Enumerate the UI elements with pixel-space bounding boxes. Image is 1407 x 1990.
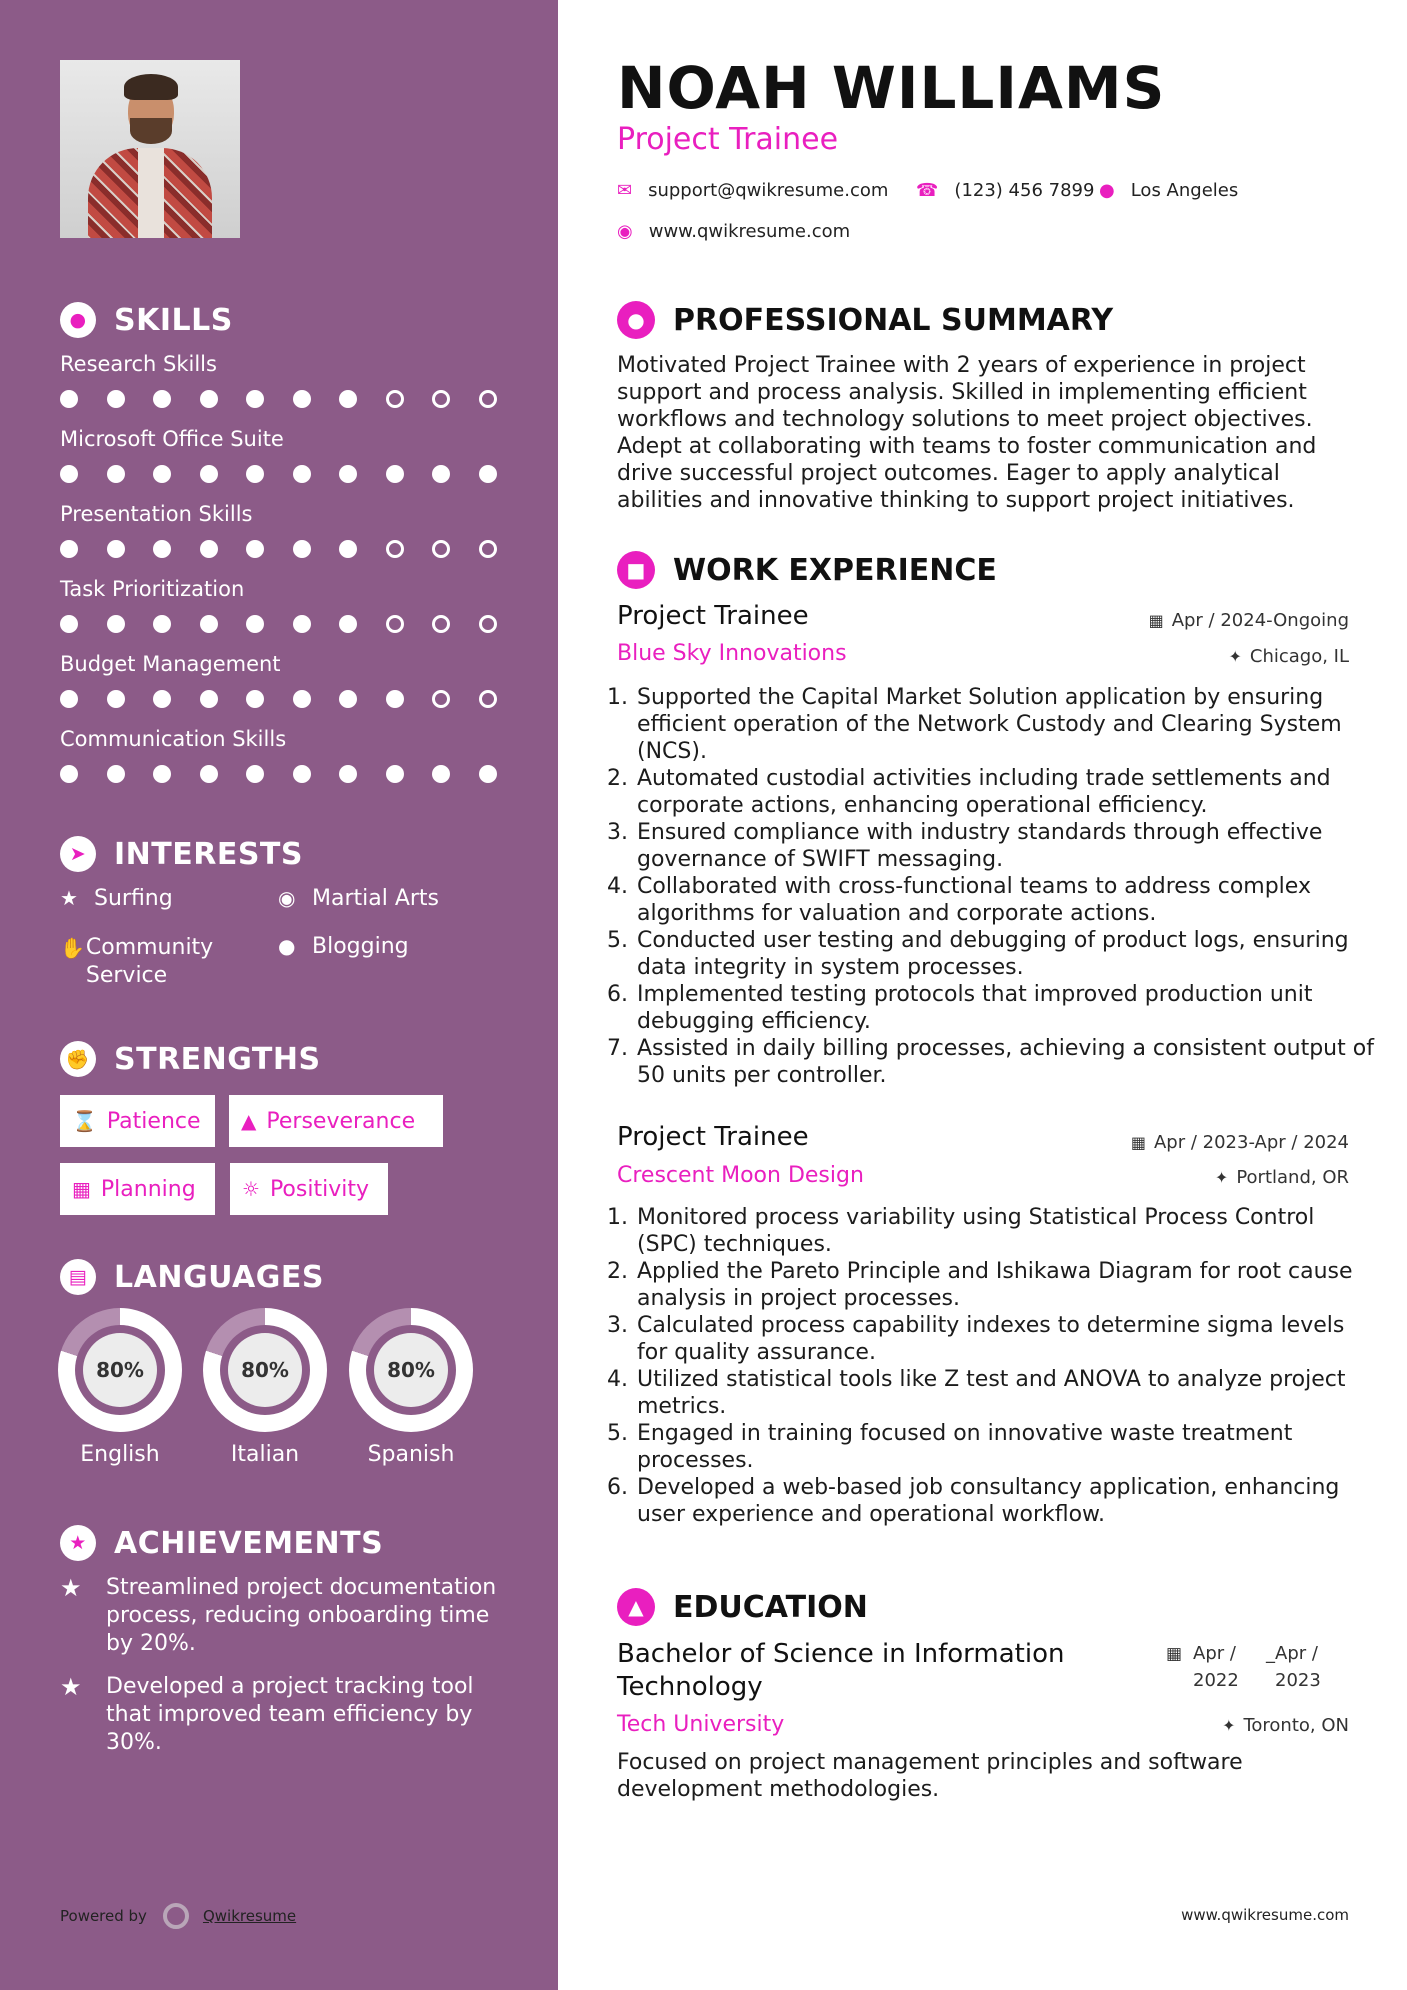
hand-icon: ✋ <box>60 936 85 960</box>
skill-dot-filled <box>293 765 311 783</box>
calendar-icon: ▦ <box>1148 611 1164 630</box>
language-name: English <box>80 1442 160 1467</box>
graduation-icon: ▲ <box>617 1588 655 1626</box>
language-progress-ring <box>58 1308 182 1432</box>
skill-dot-filled <box>246 765 264 783</box>
skill-dot-filled <box>339 390 357 408</box>
skill-dot-filled <box>386 690 404 708</box>
skill-dot-filled <box>386 765 404 783</box>
calendar-icon: ▦ <box>72 1177 91 1201</box>
interest-item: ★ Surfing <box>60 886 173 911</box>
skill-dot-filled <box>153 390 171 408</box>
skill-rating <box>60 390 525 408</box>
skill-dot-filled <box>60 615 78 633</box>
skill-dot-filled <box>200 690 218 708</box>
language-name: Italian <box>230 1442 300 1467</box>
skill-dot-filled <box>432 465 450 483</box>
paper-plane-icon: ➤ <box>60 836 96 872</box>
skill-rating <box>60 765 525 783</box>
users-icon: ● <box>278 934 296 958</box>
interest-item: ● Blogging <box>278 934 409 959</box>
language-item <box>58 1308 182 1467</box>
skill-dot-filled <box>153 765 171 783</box>
skill-dot-filled <box>293 540 311 558</box>
skill-dot-filled <box>153 465 171 483</box>
skill-dot-filled <box>339 540 357 558</box>
language-percent: 80% <box>83 1333 157 1407</box>
skill-dot-filled <box>246 465 264 483</box>
education-end-date: _Apr / 2023 <box>1266 1643 1321 1691</box>
phone-icon: ☎ <box>916 180 939 201</box>
skill-dot-filled <box>107 765 125 783</box>
duty-item: 2. Automated custodial activities including trade settlements and corporate actions, enhancing operational efficiency. <box>635 765 1375 819</box>
skill-dot-filled <box>386 465 404 483</box>
skill-name: Presentation Skills <box>60 502 253 526</box>
briefcase-icon: ■ <box>617 551 655 589</box>
strength-badge: ⌛ Patience <box>60 1095 215 1147</box>
skill-dot-filled <box>200 390 218 408</box>
contact-location: ● Los Angeles <box>1099 180 1239 201</box>
job-title: Project Trainee <box>617 601 809 631</box>
job-duties <box>613 1204 1375 1528</box>
skill-dot-empty <box>386 615 404 633</box>
skill-dot-filled <box>200 465 218 483</box>
skill-dot-empty <box>479 615 497 633</box>
skill-dot-filled <box>339 765 357 783</box>
skill-dot-filled <box>479 465 497 483</box>
skill-dot-filled <box>107 540 125 558</box>
skill-dot-filled <box>293 390 311 408</box>
candidate-role: Project Trainee <box>617 122 839 157</box>
skill-dot-filled <box>60 540 78 558</box>
skill-dot-empty <box>386 390 404 408</box>
job-location: ✦ Portland, OR <box>1214 1167 1349 1188</box>
skill-dot-empty <box>479 690 497 708</box>
languages-heading: ▤ LANGUAGES <box>60 1259 324 1295</box>
language-progress-ring <box>349 1308 473 1432</box>
duty-item: 4. Utilized statistical tools like Z test and ANOVA to analyze project metrics. <box>635 1366 1375 1420</box>
summary-heading: ● PROFESSIONAL SUMMARY <box>617 301 1113 339</box>
job-duties <box>613 684 1375 1089</box>
contact-website: ◉ www.qwikresume.com <box>617 221 851 242</box>
education-date-icon: ▦ <box>1166 1644 1183 1664</box>
skill-dot-filled <box>293 690 311 708</box>
profile-photo <box>60 60 240 238</box>
contact-phone: ☎ (123) 456 7899 <box>916 180 1095 201</box>
duty-item: 6. Implemented testing protocols that improved production unit debugging efficiency. <box>635 981 1375 1035</box>
language-icon: ▤ <box>60 1259 96 1295</box>
skill-dot-empty <box>432 540 450 558</box>
award-icon: ★ <box>60 1525 96 1561</box>
skill-dot-filled <box>479 765 497 783</box>
skill-dot-filled <box>339 615 357 633</box>
skill-dot-filled <box>293 615 311 633</box>
star-icon: ★ <box>60 886 78 910</box>
skills-heading: ● SKILLS <box>60 302 233 338</box>
pin-icon: ✦ <box>1222 1716 1236 1735</box>
interest-item: ✋ Community Service <box>60 935 214 988</box>
job-company: Blue Sky Innovations <box>617 641 847 666</box>
strength-badge: ▲ Perseverance <box>229 1095 443 1147</box>
duty-item: 5. Conducted user testing and debugging of product logs, ensuring data integrity in system processes. <box>635 927 1375 981</box>
sidebar <box>0 0 558 1990</box>
brand-link[interactable]: Qwikresume <box>202 1907 297 1925</box>
duty-item: 2. Applied the Pareto Principle and Ishikawa Diagram for root cause analysis in project processes. <box>635 1258 1375 1312</box>
skill-dot-filled <box>153 690 171 708</box>
strength-badge: ▦ Planning <box>60 1163 215 1215</box>
language-progress-ring <box>203 1308 327 1432</box>
skill-name: Budget Management <box>60 652 281 676</box>
skill-dot-empty <box>386 540 404 558</box>
education-heading: ▲ EDUCATION <box>617 1588 868 1626</box>
skill-dot-empty <box>479 390 497 408</box>
language-item <box>349 1308 473 1467</box>
strengths-heading: ✊ STRENGTHS <box>60 1041 321 1077</box>
skill-dot-empty <box>432 615 450 633</box>
duty-item: 3. Calculated process capability indexes to determine sigma levels for quality assurance. <box>635 1312 1375 1366</box>
skill-dot-filled <box>246 540 264 558</box>
globe-icon: ◉ <box>278 886 296 910</box>
job-company: Crescent Moon Design <box>617 1163 864 1188</box>
shooting-star-icon: ★ <box>60 1673 82 1701</box>
skill-dot-filled <box>200 615 218 633</box>
skill-dot-filled <box>153 615 171 633</box>
duty-item: 7. Assisted in daily billing processes, achieving a consistent output of 50 units per controller. <box>635 1035 1375 1089</box>
skill-dot-filled <box>200 540 218 558</box>
job-location: ✦ Chicago, IL <box>1228 646 1349 667</box>
powered-by: Powered by Qwikresume <box>60 1903 296 1929</box>
job-title: Project Trainee <box>617 1122 809 1152</box>
strength-badge: ☼ Positivity <box>230 1163 388 1215</box>
lightbulb-icon: ● <box>60 302 96 338</box>
duty-item: 1. Monitored process variability using Statistical Process Control (SPC) techniques. <box>635 1204 1375 1258</box>
skill-dot-filled <box>339 690 357 708</box>
skill-name: Task Prioritization <box>60 577 245 601</box>
skill-dot-filled <box>246 390 264 408</box>
shooting-star-icon: ★ <box>60 1574 82 1602</box>
education-start-date: Apr / 2022 <box>1193 1643 1239 1691</box>
skill-dot-empty <box>432 390 450 408</box>
skill-dot-filled <box>246 690 264 708</box>
degree-title: Bachelor of Science in Information Technology <box>617 1639 1065 1702</box>
globe-icon: ◉ <box>617 221 633 242</box>
achievements-heading: ★ ACHIEVEMENTS <box>60 1525 383 1561</box>
summary-text: Motivated Project Trainee with 2 years of experience in project support and process analysis. Skilled in implementing efficient workflows and technology solutions to meet project objectives. Adept at collaborating with teams to foster communication and drive successful project outcomes. Eager to apply analytical abilities and innovative thinking to support project initiatives. <box>617 353 1317 513</box>
calendar-icon: ▦ <box>1130 1133 1146 1152</box>
skill-name: Communication Skills <box>60 727 287 751</box>
interests-heading: ➤ INTERESTS <box>60 836 303 872</box>
skill-dot-filled <box>432 765 450 783</box>
qwikresume-logo-icon <box>163 1903 189 1929</box>
duty-item: 5. Engaged in training focused on innovative waste treatment processes. <box>635 1420 1375 1474</box>
achievement-item: ★ Streamlined project documentation process, reducing onboarding time by 20%. <box>60 1574 497 1656</box>
skill-dot-filled <box>153 540 171 558</box>
skill-rating <box>60 465 525 483</box>
duty-item: 4. Collaborated with cross-functional teams to address complex algorithms for valuation and corporate actions. <box>635 873 1375 927</box>
footer-url[interactable]: www.qwikresume.com <box>1181 1906 1349 1924</box>
sun-icon: ☼ <box>242 1177 260 1201</box>
duty-item: 3. Ensured compliance with industry standards through effective governance of SWIFT messaging. <box>635 819 1375 873</box>
skill-dot-filled <box>107 615 125 633</box>
skill-dot-filled <box>107 390 125 408</box>
skill-dot-filled <box>246 615 264 633</box>
skill-dot-filled <box>200 765 218 783</box>
fist-icon: ✊ <box>60 1041 96 1077</box>
school-location: ✦ Toronto, ON <box>1222 1715 1349 1736</box>
skill-name: Microsoft Office Suite <box>60 427 284 451</box>
contact-email: ✉ support@qwikresume.com <box>617 180 889 201</box>
skill-rating <box>60 615 525 633</box>
duty-item: 6. Developed a web-based job consultancy application, enhancing user experience and operational workflow. <box>635 1474 1375 1528</box>
skill-dot-filled <box>60 465 78 483</box>
hourglass-icon: ⌛ <box>72 1109 97 1133</box>
interest-item: ◉ Martial Arts <box>278 886 440 911</box>
candidate-name: NOAH WILLIAMS <box>617 54 1166 122</box>
skill-dot-empty <box>479 540 497 558</box>
map-pin-icon: ● <box>1099 180 1115 201</box>
experience-heading: ■ WORK EXPERIENCE <box>617 551 997 589</box>
skill-dot-filled <box>60 765 78 783</box>
job-dates: ▦ Apr / 2023-Apr / 2024 <box>1130 1132 1349 1153</box>
language-name: Spanish <box>367 1442 455 1467</box>
skill-dot-filled <box>107 690 125 708</box>
skill-name: Research Skills <box>60 352 217 376</box>
school-name: Tech University <box>617 1712 785 1737</box>
language-percent: 80% <box>228 1333 302 1407</box>
skill-dot-filled <box>293 465 311 483</box>
skill-dot-filled <box>60 390 78 408</box>
user-icon: ● <box>617 301 655 339</box>
skill-dot-filled <box>60 690 78 708</box>
achievement-item: ★ Developed a project tracking tool that improved team efficiency by 30%. <box>60 1673 474 1755</box>
job-dates: ▦ Apr / 2024-Ongoing <box>1148 610 1349 631</box>
skill-rating <box>60 690 525 708</box>
pin-icon: ✦ <box>1214 1168 1229 1187</box>
skill-dot-empty <box>432 690 450 708</box>
pin-icon: ✦ <box>1228 647 1242 666</box>
climber-icon: ▲ <box>241 1109 257 1133</box>
skill-dot-filled <box>107 465 125 483</box>
envelope-icon: ✉ <box>617 180 633 201</box>
skill-dot-filled <box>339 465 357 483</box>
skill-rating <box>60 540 525 558</box>
duty-item: 1. Supported the Capital Market Solution application by ensuring efficient operation of the Network Custody and Clearing System (NCS). <box>635 684 1375 765</box>
education-description: Focused on project management principles and software development methodologies. <box>617 1750 1243 1802</box>
language-percent: 80% <box>374 1333 448 1407</box>
language-item <box>203 1308 327 1467</box>
